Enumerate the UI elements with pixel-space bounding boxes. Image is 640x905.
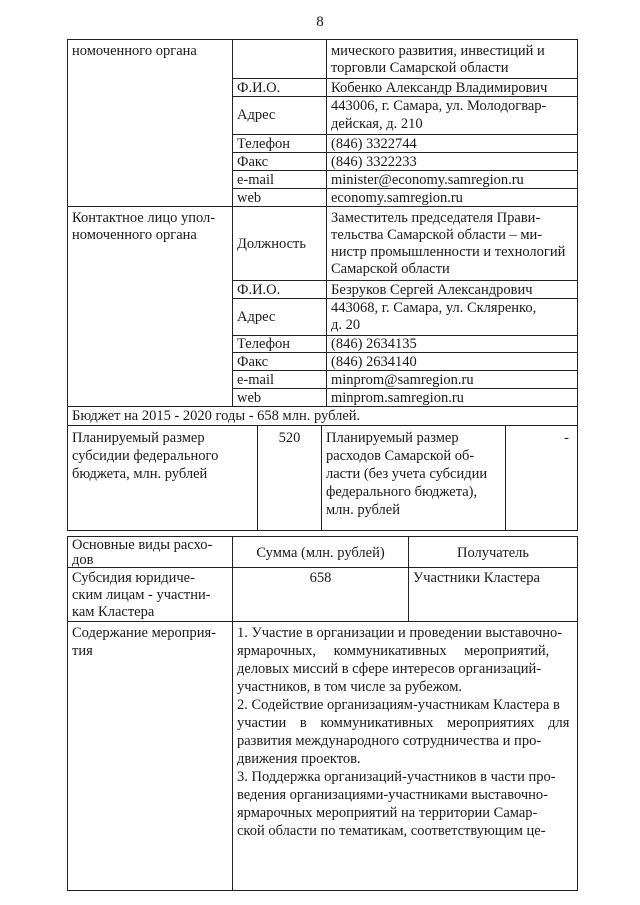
org2-address-line-2: д. 20 <box>331 317 361 333</box>
sum-header: Сумма (млн. рублей) <box>256 545 385 561</box>
planned-regional-line-1: Планируемый размер <box>326 430 459 446</box>
org2-web-label: web <box>237 390 262 406</box>
org2-fax-value: (846) 2634140 <box>331 354 417 370</box>
page-number: 8 <box>316 14 324 30</box>
org2-fio-label: Ф.И.О. <box>237 282 281 298</box>
federal-value: 520 <box>278 430 301 446</box>
org2-address-line-1: 443068, г. Самара, ул. Скляренко, <box>331 300 537 316</box>
org1-address-line-2: дейская, д. 210 <box>331 116 423 132</box>
org1-fio-value: Кобенко Александр Владимирович <box>331 80 548 96</box>
content-label-line-1: Содержание мероприя- <box>72 625 216 641</box>
content-label-cell <box>67 621 233 891</box>
org1-fax-value: (846) 3322233 <box>331 154 417 170</box>
org2-web-value: minprom.samregion.ru <box>331 390 464 406</box>
org1-address-line-1: 443006, г. Самара, ул. Молодогвар- <box>331 98 547 114</box>
content-line: 3. Поддержка организаций-участников в части про- <box>237 769 556 785</box>
org2-position-line-2: тельства Самарской области – ми- <box>331 227 543 243</box>
org2-left-line-1: Контактное лицо упол- <box>72 210 216 226</box>
org2-position-line-1: Заместитель председателя Прави- <box>331 210 541 226</box>
org2-email-label: e-mail <box>237 372 275 388</box>
org1-left-cell <box>67 39 233 207</box>
recipient-header: Получатель <box>457 545 529 561</box>
org1-email-value: minister@economy.samregion.ru <box>331 172 524 188</box>
expense-item-line-3: кам Кластера <box>72 604 155 620</box>
planned-federal-line-3: бюджета, млн. рублей <box>72 466 208 482</box>
org1-row-line <box>232 78 578 79</box>
org2-position-label: Должность <box>237 236 306 252</box>
planned-regional-line-4: федерального бюджета), <box>326 484 478 500</box>
content-line: участии в коммуникативных мероприятиях для <box>237 715 570 731</box>
org2-position-line-3: нистр промышленности и технологий <box>331 244 566 260</box>
planned-regional-line-5: млн. рублей <box>326 502 400 518</box>
org1-web-value: economy.samregion.ru <box>331 190 463 206</box>
content-line: ведения организациями-участниками выставочно- <box>237 787 548 803</box>
org2-email-value: minprom@samregion.ru <box>331 372 474 388</box>
org1-phone-label: Телефон <box>237 136 290 152</box>
expense-item-line-2: ским лицам - участни- <box>72 587 211 603</box>
org1-fio-label: Ф.И.О. <box>237 80 281 96</box>
content-line: ярмарочных, коммуникативных мероприятий, <box>237 643 550 659</box>
org1-email-label: e-mail <box>237 172 275 188</box>
org1-address-label: Адрес <box>237 107 276 123</box>
expense-item-line-1: Субсидия юридиче- <box>72 570 195 586</box>
content-line: движения проектов. <box>237 751 361 767</box>
content-line: развития международного сотрудничества и про- <box>237 733 542 749</box>
org2-left-line-2: номоченного органа <box>72 227 197 243</box>
planned-federal-line-2: субсидии федерального <box>72 448 219 464</box>
org1-fax-label: Факс <box>237 154 269 170</box>
content-line: деловых миссий в сфере интересов организаций- <box>237 661 542 677</box>
expenses-header-line-2: дов <box>72 552 94 568</box>
org2-phone-label: Телефон <box>237 336 290 352</box>
org2-row-line <box>232 280 578 281</box>
org1-left-text: номоченного органа <box>72 43 197 59</box>
org1-position-line-2: торговли Самарской области <box>331 60 509 76</box>
content-label-line-2: тия <box>72 643 93 659</box>
content-line: ярмарочных мероприятий на территории Самар- <box>237 805 538 821</box>
expense-sum: 658 <box>309 570 332 586</box>
org2-fio-value: Безруков Сергей Александрович <box>331 282 533 298</box>
org2-phone-value: (846) 2634135 <box>331 336 417 352</box>
expense-recipient: Участники Кластера <box>413 570 540 586</box>
expenses-header-line-1: Основные виды расхо- <box>72 537 213 553</box>
content-line: 1. Участие в организации и проведении выставочно- <box>237 625 563 641</box>
planned-federal-line-1: Планируемый размер <box>72 430 205 446</box>
content-line: участников, в том числе за рубежом. <box>237 679 463 695</box>
content-line: ской области по тематикам, соответствующим це- <box>237 823 546 839</box>
content-line: 2. Содействие организациям-участникам Кластера в <box>237 697 560 713</box>
org1-web-label: web <box>237 190 262 206</box>
org1-phone-value: (846) 3322744 <box>331 136 417 152</box>
org1-row-line <box>232 134 578 135</box>
budget-line: Бюджет на 2015 - 2020 годы - 658 млн. рублей. <box>72 408 361 424</box>
org2-fax-label: Факс <box>237 354 269 370</box>
planned-regional-line-2: расходов Самарской об- <box>326 448 475 464</box>
org1-position-line-1: мического развития, инвестиций и <box>331 43 545 59</box>
org2-position-line-4: Самарской области <box>331 261 450 277</box>
regional-value: - <box>564 430 569 446</box>
org2-address-label: Адрес <box>237 309 276 325</box>
planned-regional-line-3: ласти (без учета субсидии <box>326 466 488 482</box>
